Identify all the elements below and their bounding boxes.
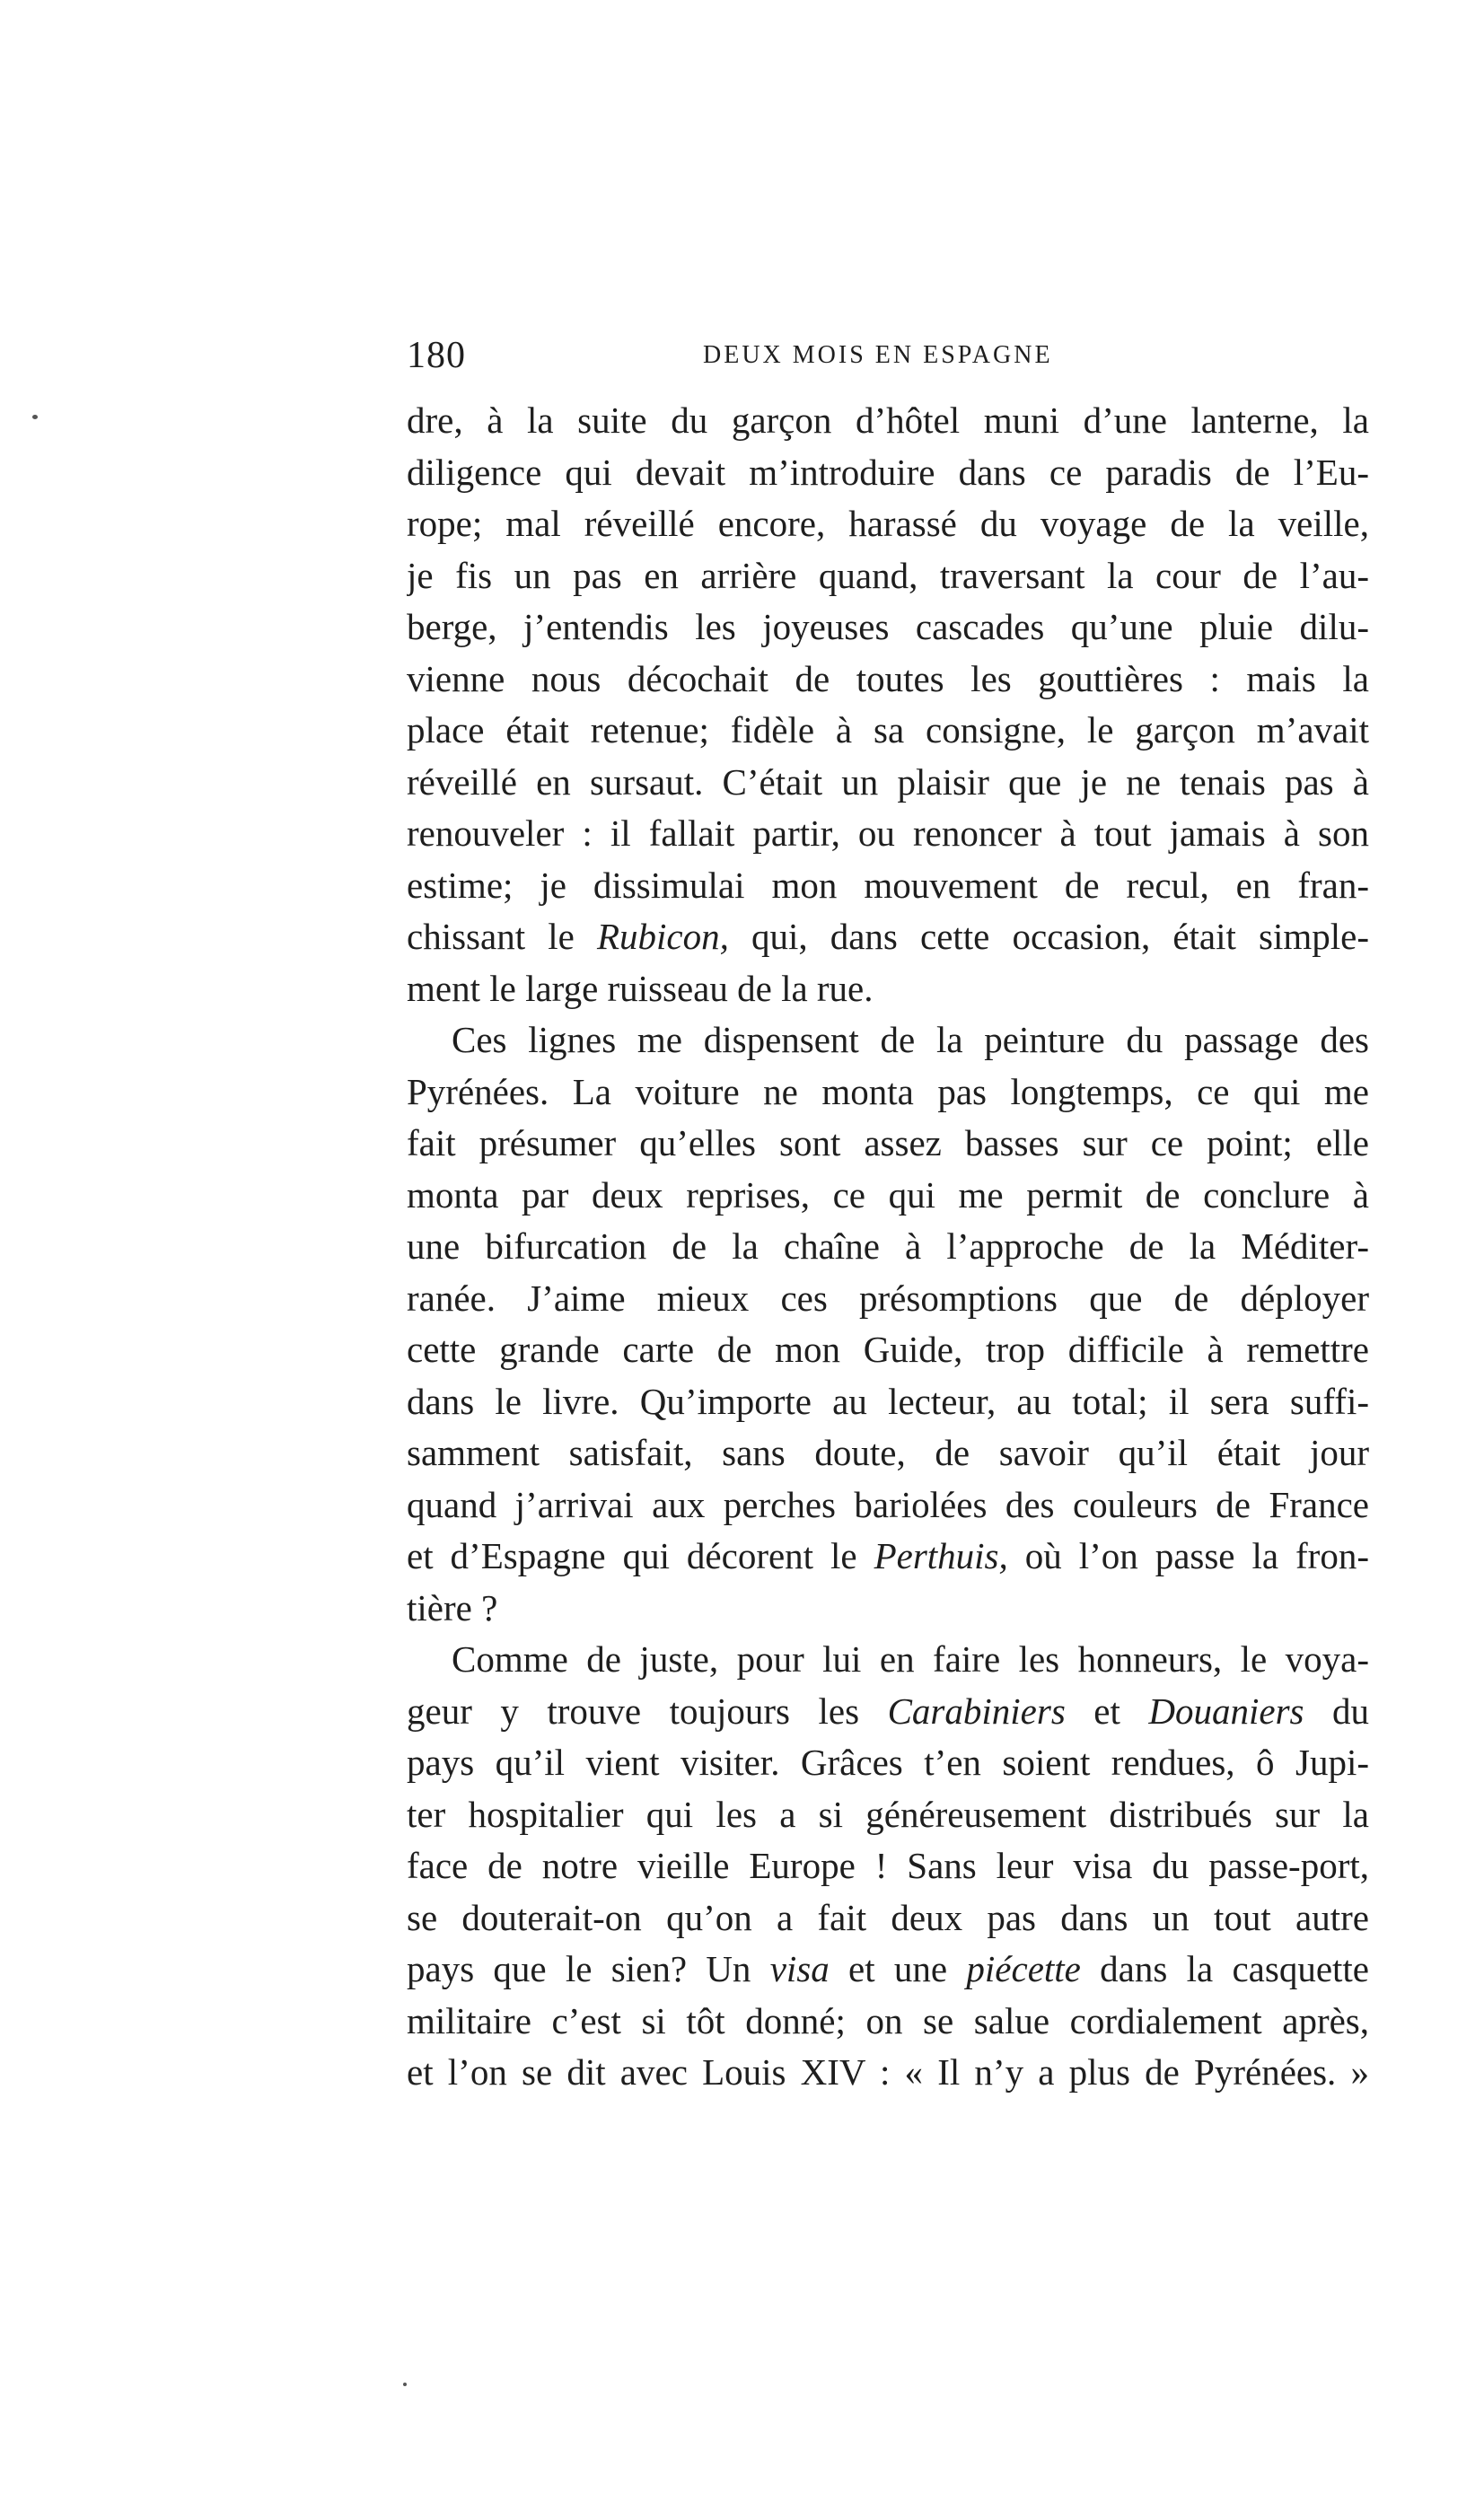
text-line	[407, 1686, 1369, 1738]
line-text: pays que le sien? Un	[407, 1948, 770, 1989]
line-text: dans le livre. Qu’importe au lecteur, au total; il sera suffi-	[407, 1380, 1369, 1422]
italic-text: Douaniers	[1148, 1690, 1304, 1732]
text-line	[407, 1944, 1369, 1996]
italic-text: Rubicon,	[596, 916, 729, 957]
line-text: diligence qui devait m’introduire dans ce paradis de l’Eu-	[407, 451, 1369, 493]
line-text: ter hospitalier qui les a si généreusement distribués sur la	[407, 1793, 1369, 1835]
line-text: quand j’arrivai aux perches bariolées des couleurs de France	[407, 1483, 1369, 1525]
body-text	[407, 395, 1369, 2099]
line-text: dre, à la suite du garçon d’hôtel muni d’une lanterne, la	[407, 399, 1369, 441]
paragraph	[407, 395, 1369, 1014]
paragraph	[407, 1014, 1369, 1634]
text-line	[407, 550, 1369, 602]
line-text: place était retenue; fidèle à sa consigne, le garçon m’avait	[407, 709, 1369, 751]
text-line	[407, 757, 1369, 809]
line-text: ment le large ruisseau de la rue.	[407, 967, 874, 1009]
line-text: réveillé en sursaut. C’était un plaisir que je ne tenais pas à	[407, 760, 1369, 803]
line-text: Ces lignes me dispensent de la peinture du passage des	[452, 1019, 1369, 1060]
text-line	[407, 1583, 1369, 1635]
line-text: je fis un pas en arrière quand, traversant la cour de l’au-	[407, 554, 1369, 596]
text-line	[407, 1118, 1369, 1170]
text-line	[407, 808, 1369, 860]
margin-speck	[403, 2383, 407, 2386]
line-text: renouveler : il fallait partir, ou renoncer à tout jamais à son	[407, 812, 1369, 854]
line-text: monta par deux reprises, ce qui me permit de conclure à	[407, 1173, 1369, 1216]
text-line	[407, 2047, 1369, 2099]
line-text: qui, dans cette occasion, était simple-	[728, 916, 1369, 957]
line-text: geur y trouve toujours les	[407, 1690, 888, 1732]
text-line	[407, 1170, 1369, 1222]
text-line	[407, 601, 1369, 654]
line-text: et	[1065, 1690, 1149, 1732]
text-line	[407, 1892, 1369, 1944]
text-line	[407, 1273, 1369, 1325]
text-line	[407, 1996, 1369, 2048]
text-line	[407, 1531, 1369, 1583]
line-text: et une	[829, 1948, 967, 1989]
text-line	[407, 1840, 1369, 1892]
line-text: Comme de juste, pour lui en faire les honneurs, le voya-	[452, 1638, 1369, 1680]
line-text: se douterait-on qu’on a fait deux pas dans un tout autre	[407, 1896, 1369, 1938]
line-text: face de notre vieille Europe ! Sans leur visa du passe-port,	[407, 1845, 1369, 1886]
text-line	[407, 1324, 1369, 1376]
line-text: où l’on passe la fron-	[1007, 1535, 1369, 1576]
line-text: Pyrénées. La voiture ne monta pas longtemps, ce qui me	[407, 1070, 1369, 1112]
text-line	[407, 1737, 1369, 1789]
line-text: du	[1304, 1690, 1369, 1732]
text-line	[407, 1067, 1369, 1119]
line-text: pays qu’il vient visiter. Grâces t’en soient rendues, ô Jupi-	[407, 1742, 1369, 1783]
text-line	[407, 1479, 1369, 1532]
text-line	[407, 860, 1369, 912]
text-line	[407, 654, 1369, 706]
text-line	[407, 1634, 1369, 1686]
line-text: fait présumer qu’elles sont assez basses sur ce point; elle	[407, 1122, 1369, 1163]
text-line	[407, 705, 1369, 757]
text-line	[407, 1221, 1369, 1273]
italic-text: visa	[769, 1948, 830, 1989]
line-text: samment satisfait, sans doute, de savoir qu’il était jour	[407, 1432, 1369, 1473]
line-text: ranée. J’aime mieux ces présomptions que de déployer	[407, 1277, 1369, 1319]
line-text: militaire c’est si tôt donné; on se salue cordialement après,	[407, 1999, 1369, 2041]
italic-text: Carabiniers	[887, 1690, 1066, 1732]
text-line	[407, 1376, 1369, 1428]
text-line	[407, 395, 1369, 447]
line-text: estime; je dissimulai mon mouvement de recul, en fran-	[407, 864, 1369, 906]
line-text: dans la casquette	[1080, 1948, 1369, 1989]
margin-speck	[32, 415, 38, 419]
italic-text: piécette	[966, 1948, 1081, 1989]
italic-text: Perthuis,	[874, 1535, 1008, 1576]
line-text: chissant le	[407, 916, 597, 957]
line-text: cette grande carte de mon Guide, trop difficile à remettre	[407, 1329, 1369, 1370]
text-line	[407, 963, 1369, 1015]
text-line	[407, 498, 1369, 550]
text-line	[407, 1789, 1369, 1841]
running-title: DEUX MOIS EN ESPAGNE	[703, 341, 1053, 369]
text-line	[407, 1427, 1369, 1479]
page-number: 180	[407, 335, 466, 376]
line-text: et d’Espagne qui décorent le	[407, 1535, 874, 1576]
running-head	[407, 334, 1369, 379]
text-line	[407, 911, 1369, 963]
paragraph	[407, 1634, 1369, 2099]
line-text: berge, j’entendis les joyeuses cascades qu’une pluie dilu-	[407, 606, 1369, 647]
line-text: une bifurcation de la chaîne à l’approche de la Méditer-	[407, 1225, 1369, 1267]
line-text: rope; mal réveillé encore, harassé du voyage de la veille,	[407, 503, 1369, 544]
line-text: vienne nous décochait de toutes les gouttières : mais la	[407, 657, 1369, 699]
text-line	[407, 1014, 1369, 1067]
line-text: et l’on se dit avec Louis XIV : « Il n’y a plus de Pyrénées. »	[407, 2051, 1369, 2093]
line-text: tière ?	[407, 1586, 498, 1628]
text-line	[407, 447, 1369, 499]
